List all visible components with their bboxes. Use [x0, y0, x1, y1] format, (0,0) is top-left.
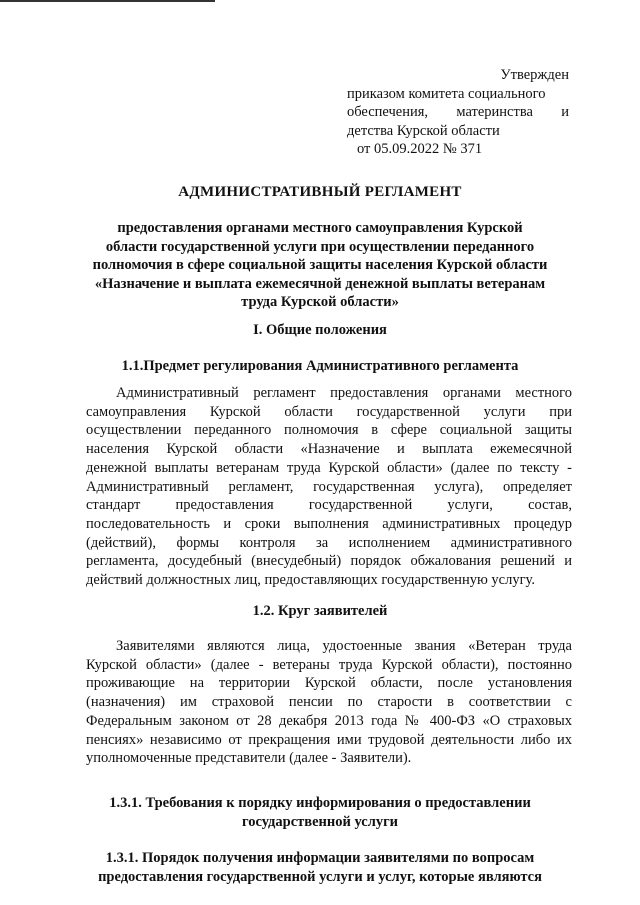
subtitle-line: «Назначение и выплата ежемесячной денежной выплаты ветеранам — [94, 275, 546, 292]
paragraph-line: пенсиях» независимо от прекращения ими трудовой деятельности либо их — [86, 731, 572, 748]
paragraph-line: действий должностных лиц, предоставляющих государственную услугу. — [86, 572, 535, 589]
paragraph-line: населения Курской области «Назначение и выплата ежемесячной — [86, 441, 572, 458]
paragraph-applicants — [86, 637, 572, 768]
paragraph-line: денежной выплаты ветеранам труда Курской области» (далее по тексту - — [86, 459, 572, 476]
heading-line: предоставления государственной услуги и услуг, которые являются — [98, 868, 542, 885]
document-subtitle — [0, 219, 640, 312]
scan-edge-line — [0, 0, 215, 2]
section-heading-1-2: 1.2. Круг заявителей — [252, 603, 388, 619]
paragraph-line: регламента, досудебный (внесудебный) порядок обжалования решений и — [86, 553, 572, 570]
paragraph-line: самоуправления Курской области государственной услуги при — [86, 403, 572, 420]
paragraph-line: осуществлении переданного полномочия в сфере социальной защиты — [86, 422, 572, 439]
paragraph-line: Федеральным законом от 28 декабря 2013 года № 400-ФЗ «О страховых — [86, 712, 572, 729]
subtitle-line: предоставления органами местного самоуправления Курской — [117, 220, 523, 236]
paragraph-line: проживающие на территории Курской области, после установления — [86, 675, 572, 692]
paragraph-line: Заявителями являются лица, удостоенные звания «Ветеран труда — [116, 638, 572, 654]
paragraph-line: Административный регламент предоставления органами местного — [116, 385, 572, 401]
subtitle-line: труда Курской области» — [241, 294, 399, 310]
approval-line: обеспечения, материнства и — [347, 104, 569, 120]
paragraph-line: стандарт предоставления государственной услуги, состав, — [86, 497, 572, 514]
approval-stamp-block — [347, 66, 569, 159]
approval-line: Утвержден — [500, 67, 569, 83]
section-heading-general: I. Общие положения — [253, 322, 387, 338]
paragraph-line: Курской области» (далее - ветераны труда Курской области), постоянно — [86, 656, 572, 673]
section-heading-1-1: 1.1.Предмет регулирования Административного регламента — [121, 358, 519, 374]
section-heading-1-3-1 — [0, 794, 640, 831]
paragraph-subject — [86, 384, 572, 590]
approval-date-number: от 05.09.2022 № 371 — [357, 141, 483, 157]
paragraph-line: (назначения) им страховой пенсии по старости в соответствии с — [86, 694, 572, 711]
paragraph-line: уполномоченные представители (далее - Заявители). — [86, 750, 412, 767]
section-heading-1-3-1-procedure — [0, 849, 640, 886]
heading-line: государственной услуги — [241, 813, 399, 830]
paragraph-line: (действий), формы контроля за исполнением административного — [86, 534, 572, 551]
paragraph-line: последовательность и сроки выполнения административных процедур — [86, 515, 572, 532]
heading-line: 1.3.1. Требования к порядку информирования о предоставлении — [109, 795, 531, 811]
subtitle-line: области государственной услуги при осуществлении переданного — [105, 238, 535, 255]
paragraph-line: Административный регламент, государственная услуга), определяет — [86, 478, 572, 495]
approval-line: детства Курской области — [347, 122, 500, 139]
subtitle-line: полномочия в сфере социальной защиты населения Курской области — [92, 257, 548, 273]
approval-line: приказом комитета социального — [347, 85, 546, 102]
heading-line: 1.3.1. Порядок получения информации заявителями по вопросам — [105, 850, 535, 866]
document-title: АДМИНИСТРАТИВНЫЙ РЕГЛАМЕНТ — [178, 184, 462, 200]
